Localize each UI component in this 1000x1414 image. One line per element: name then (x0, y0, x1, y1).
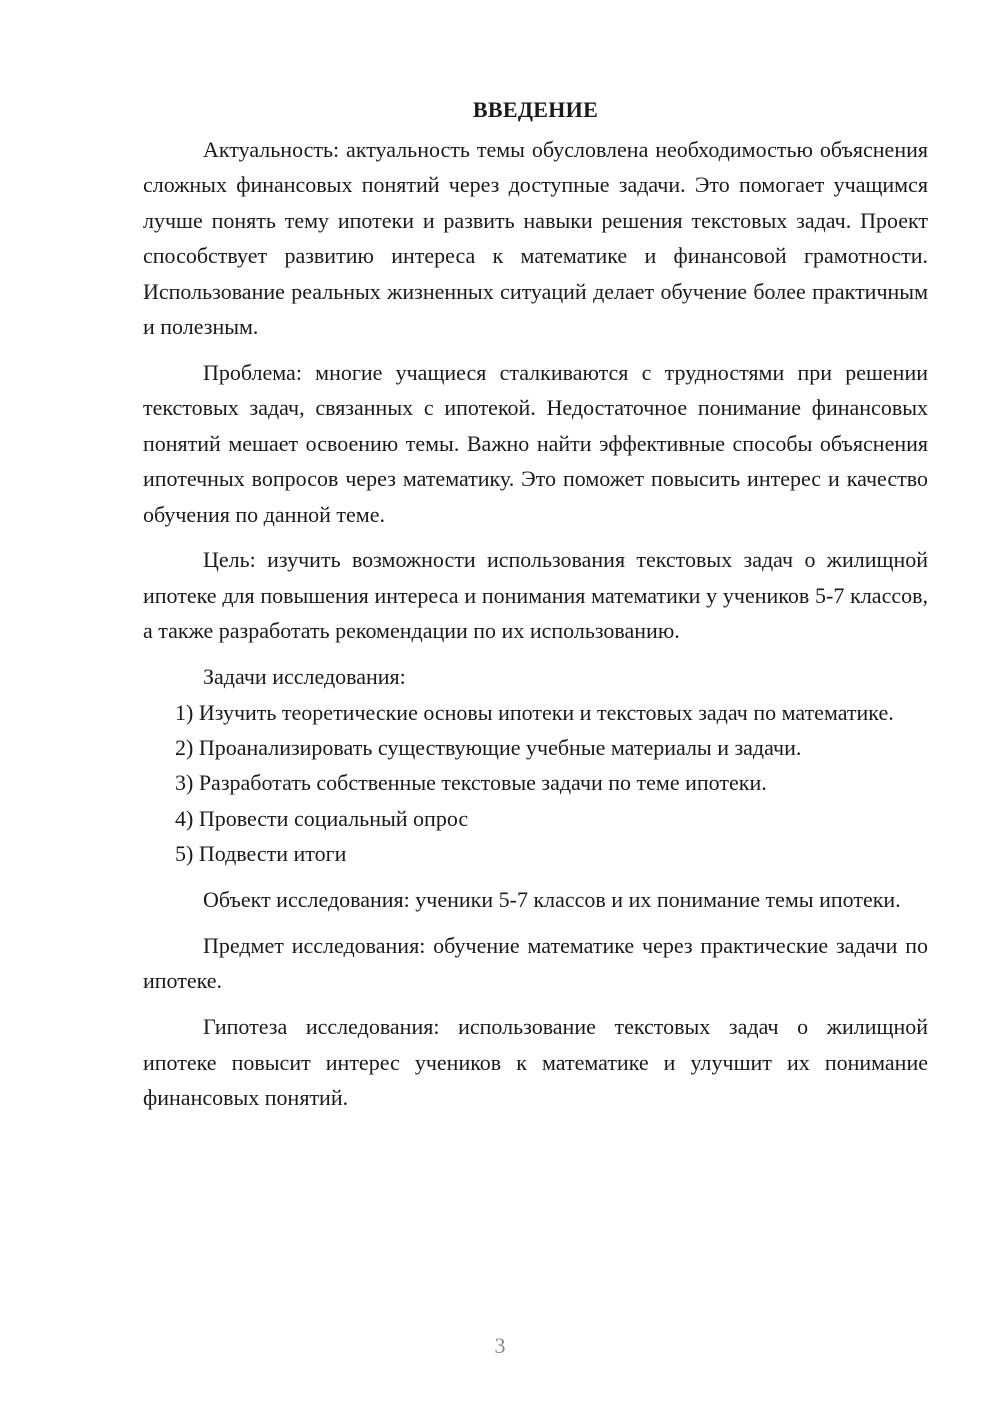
object-paragraph: Объект исследования: ученики 5-7 классов и их понимание темы ипотеки. (203, 887, 901, 913)
list-item: 2) Проанализировать существующие учебные материалы и задачи. (175, 735, 802, 760)
page-body (143, 92, 928, 1116)
tasks-list (143, 695, 928, 872)
tasks-heading: Задачи исследования: (203, 664, 406, 690)
page-number: 3 (494, 1333, 506, 1358)
problem-paragraph: Проблема: многие учащиеся сталкиваются с трудностями при решении текстовых задач, связанных с ипотекой. Недостаточное понимание финансовых понятий мешает освоению темы. Важно найти эффективные способы объяснения ипотечных вопросов через математику. Это поможет повысить интерес и качество обучения по данной теме. (143, 359, 928, 527)
list-item: 5) Подвести итоги (175, 841, 347, 867)
hypothesis-paragraph: Гипотеза исследования: использование текстовых задач о жилищной ипотеке повысит интерес учеников к математике и улучшит их понимание финансовых понятий. (143, 1014, 928, 1111)
list-item: 4) Провести социальный опрос (175, 805, 469, 831)
goal-paragraph: Цель: изучить возможности использования текстовых задач о жилищной ипотеке для повышения интереса и понимания математики у учеников 5-7 классов, а также разработать рекомендации по их использованию. (143, 547, 928, 644)
relevance-paragraph: Актуальность: актуальность темы обусловлена необходимостью объяснения сложных финансовых понятий через доступные задачи. Это помогает учащимся лучше понять тему ипотеки и развить навыки решения текстовых задач. Проект способствует развитию интереса к математике и финансовой грамотности. Использование реальных жизненных ситуаций делает обучение более практичным и полезным. (143, 137, 928, 340)
list-item: 3) Разработать собственные текстовые задачи по теме ипотеки. (175, 770, 767, 796)
list-item: 1) Изучить теоретические основы ипотеки и текстовых задач по математике. (175, 699, 894, 725)
subject-paragraph: Предмет исследования: обучение математике через практические задачи по ипотеке. (143, 933, 928, 994)
page-title: ВВЕДЕНИЕ (472, 97, 599, 122)
